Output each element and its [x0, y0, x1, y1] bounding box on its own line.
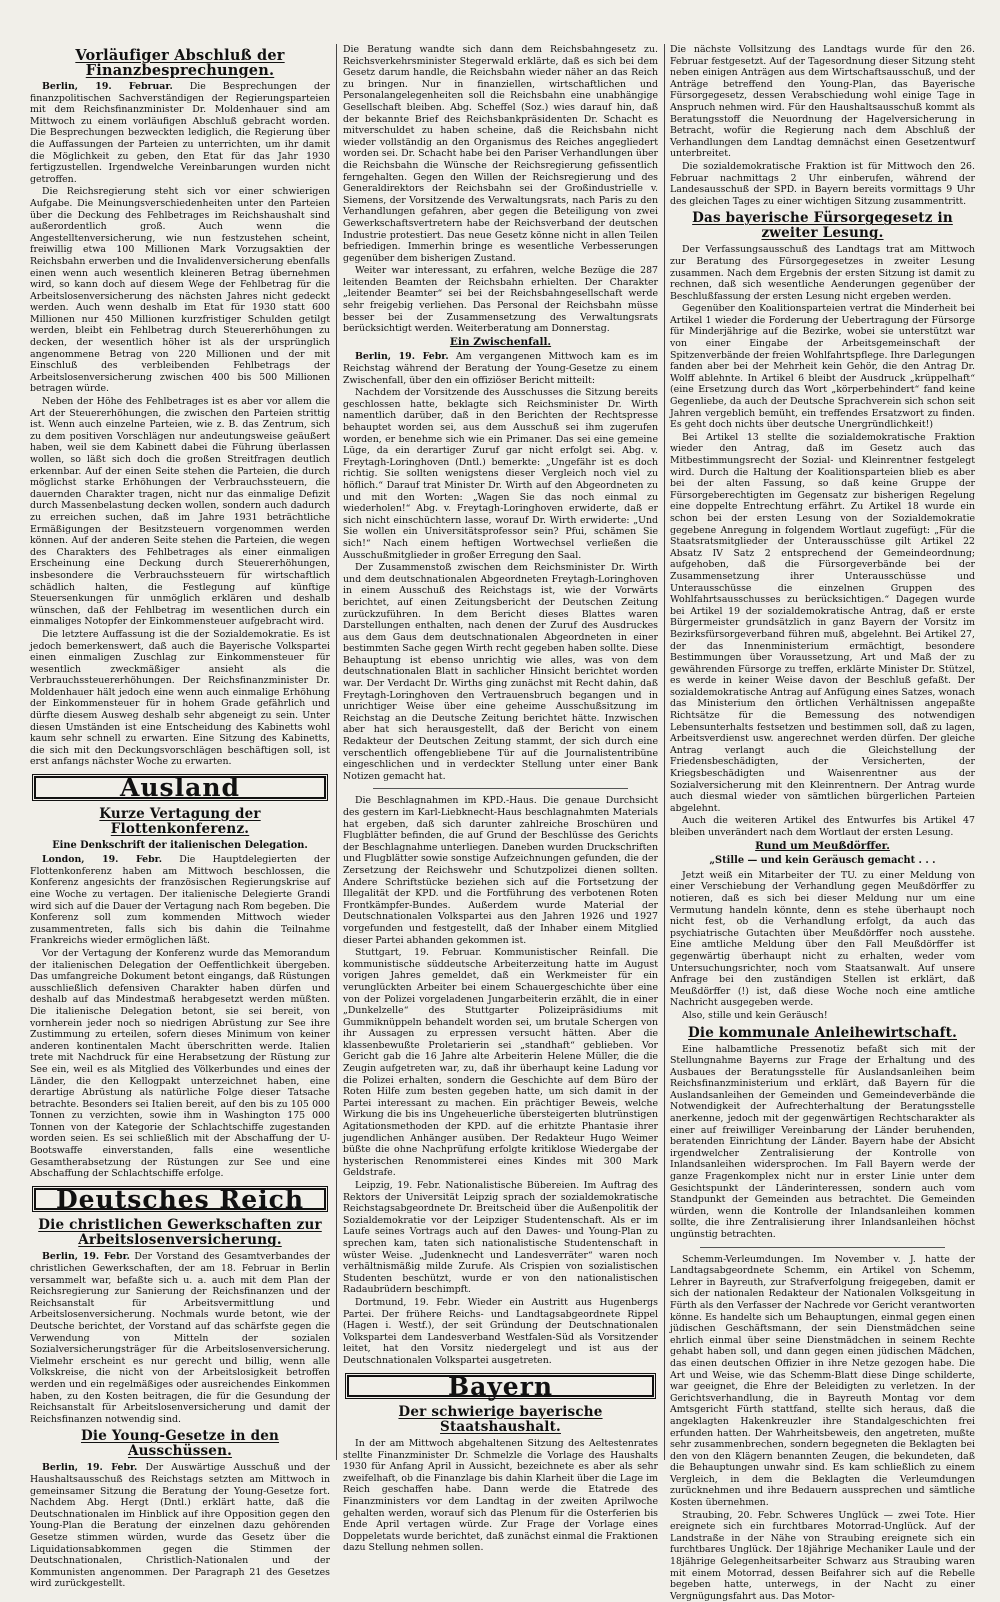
- paragraph: Die Beratung wandte sich dann dem Reichsbahngesetz zu. Reichsverkehrsminister Stegerwald erklärte, daß es sich bei dem Gesetz darum handle, die Reichsbahn wieder näher an das Reich zu bringen. Nur in finanziellen, wirtschaftlichen und Personalangelegenheiten soll die Reichsbahn eine unabhängige Gesellschaft bleiben. Abg. Scheffel (Soz.) wies darauf hin, daß der bekannte Brief des Reichsbankpräsidenten Dr. Schacht es mitverschuldet zu haben scheine, daß die Reichsbahn nicht wieder vollständig an den Organismus des Reiches angegliedert worden sei. Dr. Schacht habe bei den Pariser Verhandlungen über die Reichsbahn die Wünsche der Reichsregierung gefissentlich ferngehalten. Gegen den Willen der Reichsregierung und des Generaldirektors der Reichsbahn sei der Großindustrielle v. Siemens, der Vorsitzende des Verwaltungsrats, nach Paris zu den Verhandlungen gefahren, aber gegen die Beteiligung von zwei Gewerkschaftsvertretern habe der Reichsverband der deutschen Industrie protestiert. Das neue Gesetz könne nicht in allen Teilen befriedigen. Immerhin bringe es wesentliche Verbesserungen gegenüber dem bisherigen Zustand.: [343, 44, 658, 264]
- headline: Vorläufiger Abschluß der Finanzbesprechungen.: [75, 47, 285, 79]
- headline: Die kommunale Anleihewirtschaft.: [687, 1024, 957, 1041]
- column-3: [670, 44, 975, 1602]
- paragraph: Stuttgart, 19. Februar. Kommunistischer Reinfall. Die kommunistische süddeutsche Arbeiterzeitung hatte im August vorigen Jahres gemeldet, daß ein Werkmeister für ein verunglückten Arbeiter bei einem Schauergeschichte über eine von der Polizei vorgeladenen Jungarbeiterin erzählt, die in einer „Dunkelzelle“ des Stuttgarter Polizeipräsidiums mit Gummiknüppeln behandelt worden sei, um brutale Schergen von ihr Aussagen zu erpressen versucht hätten. Aber die klassenbewußte Proletarierin sei „standhaft“ geblieben. Vor Gericht gab die 16 Jahre alte Arbeiterin Helene Müller, die die Zeugin aufgetreten war, zu, daß ihr überhaupt keine Ladung vor die Polizei erhalten, sondern die Geschichte auf dem Büro der Roten Hilfe zum besten gegeben hatte, um sich damit in der Partei interessant zu machen. Ein prächtiger Beweis, welche Wirkung die bis ins Ungeheuerliche übersteigerten blutrünstigen Agitationsmethoden der KPD. auf die erhitzte Phantasie ihrer jugendlichen Anhänger ausüben. Der Redakteur Hugo Weimer büßte die ohne Nachprüfung erfolgte kritiklose Wiedergabe der hysterischen Renommisterei eines Kindes mit 300 Mark Geldstrafe.: [343, 947, 658, 1179]
- subheadline: „Stille — und kein Geräusch gemacht . . .: [709, 855, 936, 867]
- section-box-bayern: Bayern: [345, 1373, 656, 1400]
- article-text: [343, 351, 658, 386]
- headline: Ein Zwischenfall.: [449, 335, 552, 348]
- dateline: Berlin, 19. Febr.: [355, 351, 449, 363]
- paragraph: Neben der Höhe des Fehlbetrages ist es aber vor allem die Art der Steuererhöhungen, die zwischen den Parteien strittig ist. Wenn auch einzelne Parteien, wie z. B. das Zentrum, sich zu dem positiven Vorschlägen nur andeutungsweise geäußert haben, weil sie dem Kabinett dabei die Führung überlassen wollen, so läßt sich doch die großen Streitfragen deutlich erkennbar. Auf der einen Seite stehen die Parteien, die durch möglichst starke Erhöhungen der Verbrauchssteuern, die dauernden Charakter tragen, nicht nur das einmalige Defizit durch Massenbelastung decken wollen, sondern auch dadurch zu erreichen suchen, daß im Jahre 1931 beträchtliche Ermäßigungen der Besitzsteuern vorgenommen werden können. Auf der anderen Seite stehen die Parteien, die wegen des Charakters des Fehlbetrages als einer einmaligen Erscheinung eine Deckung durch Steuererhöhungen, insbesondere die Verbrauchssteuern für wirtschaftlich schädlich halten, die Festlegung auf künftige Steuersenkungen für unmöglich erklären und deshalb wünschen, daß der Fehlbetrag im wesentlichen durch ein einmaliges Notopfer der Einkommensteuer aufgebracht wird.: [30, 396, 330, 628]
- section-box-deutsches-reich: Deutsches Reich: [32, 1186, 328, 1213]
- paragraph: Der Verfassungsausschuß des Landtags trat am Mittwoch zur Beratung des Fürsorgegesetzes in zweiter Lesung zusammen. Nach dem Ergebnis der ersten Sitzung ist damit zu rechnen, daß sich wesentliche Aenderungen gegenüber der Beschlußfassung der ersten Lesung nicht ergeben werden.: [670, 244, 975, 302]
- divider: [373, 788, 628, 789]
- paragraph: Dortmund, 19. Febr. Wieder ein Austritt aus Hugenbergs Partei. Der frühere Reichs- und Landtagsabgeordnete Rippel (Hagen i. Westf.), der seit Gründung der Deutschnationalen Volkspartei dem Landesverband Westfalen-Süd als Vorsitzender leitet, hat den Vorsitz niedergelegt und ist aus der Deutschnationalen Volkspartei ausgetreten.: [343, 1296, 658, 1366]
- column-rule: [336, 44, 337, 1460]
- headline: Die Young-Gesetze in den Ausschüssen.: [80, 1428, 280, 1460]
- paragraph: Gegenüber den Koalitionsparteien vertrat die Minderheit bei Artikel 1 wieder die Forderung der Uebertragung der Fürsorge für Minderjährige auf die Bezirke, wobei sie unterstützt war von einer Eingabe der Arbeitsgemeinschaft der Spitzenverbände der freien Wohlfahrtspflege. Ihre Darlegungen fanden aber bei der Mehrheit kein Gehör, die den Antrag Dr. Wolff ablehnte. In Artikel 6 bleibt der Ausdruck „krüppelhaft“ (eine Ersetzung durch das Wort „körperbehindert“ fand keine Gegenliebe, da auch der Deutsche Sprachverein sich schon seit Jahren vergeblich bemüht, ein treffendes Ersatzwort zu finden. Es geht doch nichts über deutsche Unergründlichkeit!): [670, 303, 975, 431]
- paragraph: In der am Mittwoch abgehaltenen Sitzung des Aeltestenrates stellte Finanzminister Dr. Schmelzle die Vorlage des Haushalts 1930 für Anfang April in Aussicht, bezeichnete es aber als sehr zweifelhaft, ob die Finanzlage bis dahin Klarheit über die Lage im Reich geschaffen habe. Dann werde die Etatrede des Finanzministers vor dem Landtag in der zweiten Aprilwoche gehalten werden, worauf sich das Plenum für die Osterferien bis Ende April vertagen würde. Zur Frage der Vorlage eines Doppeletats wurde berichtet, daß zunächst einmal die Fraktionen dazu Stellung nehmen sollen.: [343, 1438, 658, 1554]
- column-1: [30, 44, 331, 1590]
- dateline: Berlin, 19. Febr.: [42, 1462, 138, 1474]
- article-text: [30, 1462, 330, 1590]
- article-text: [30, 854, 330, 947]
- paragraph: Der Auswärtige Ausschuß und der Haushaltsausschuß des Reichstags setzten am Mittwoch in gemeinsamer Sitzung die Beratung der Young-Gesetze fort. Nachdem Abg. Hergt (Dntl.) erklärt hatte, daß die Deutschnationalen im Hinblick auf ihre Opposition gegen den Young-Plan die Beratung der einzelnen dazu gehörenden Gesetze stimmen würden, wurde das Gesetz über die Liquidationsabkommen gegen die Stimmen der Deutschnationalen, Christlich-Nationalen und der Kommunisten angenommen. Der Paragraph 21 des Gesetzes wird zurückgestellt.: [30, 1462, 331, 1590]
- paragraph: Eine halbamtliche Pressenotiz befaßt sich mit der Stellungnahme Bayerns zur Frage der Erhaltung und des Ausbaues der Beratungsstelle für Auslandsanleihen beim Reichsfinanzministerium und erklärt, daß Bayern für die Auslandsanleihen der Gemeinden und Gemeindeverbände die Notwendigkeit der Aufrechterhaltung der Beratungsstelle anerkenne, jedoch mit der gegenwärtigen Rechtscharakter als einer auf freiwilliger Vereinbarung der Länder beruhenden, beratenden Einrichtung der Länder. Bayern habe der Absicht irgendwelcher Zentralisierung der Kontrolle von Inlandsanleihen widersprochen. Im Fall Bayern werde der ganze Fragenkomplex nicht nur in erster Linie unter dem Gesichtspunkt der Länderinteressen, sondern auch vom Standpunkt der Gemeinden aus betrachtet. Die Gemeinden würden, wenn die Kontrolle der Inlandsanleihen kommen sollte, die ihre Zentralisierung ihrer Inlandsanleihen höchst ungünstig betrachten.: [670, 1043, 975, 1240]
- paragraph: Die Hauptdelegierten der Flottenkonferenz haben am Mittwoch beschlossen, die Konferenz angesichts der französischen Regierungskrise auf eine Woche zu vertagen. Der italienische Delegierte Grandi wird sich auf die Dauer der Vertagung nach Rom begeben. Die Konferenz soll zum kommenden Mittwoch wieder zusammentreten, falls sich bis dahin die Teilnahme Frankreichs wieder ermöglichen läßt.: [30, 854, 331, 947]
- headline: Rund um Meußdörffer.: [755, 839, 890, 852]
- paragraph: Vor der Vertagung der Konferenz wurde das Memorandum der italienischen Delegation der Oeffentlichkeit übergeben. Das umfangreiche Dokument betont eingangs, daß Rüstungen ausschließlich defensiven Charakter haben dürfen und deshalb auf das Mindestmaß herabgesetzt werden müßten. Die italienische Delegation betont, sie sei bereit, von vornherein jeder noch so niedrigen Abrüstung zur See ihre Zustimmung zu erteilen, sofern dieses Minimum von keiner anderen kontinentalen Macht überschritten werde. Italien trete mit Nachdruck für eine Herabsetzung der Rüstung zur See ein, weil es als Mitglied des Völkerbundes und eines der Länder, die den Kellogpakt unterzeichnet haben, eine derartige Abrüstung als natürliche Folge dieser Tatsache betrachte. Besonders sei Italien bereit, auf den bis zu 105 000 Tonnen zu verzichten, sowie ihm in Washington 175 000 Tonnen von der Kategorie der Schlachtschiffe zugestanden worden seien. Es sei schließlich mit der Abschaffung der U-Bootswaffe einverstanden, falls eine wesentliche Gesamtherabsetzung der Rüstungen zur See und eine Abschaffung der Schlachtschiffe erfolge.: [30, 947, 330, 1180]
- paragraph: Bei Artikel 13 stellte die sozialdemokratische Fraktion wieder den Antrag, daß im Gesetz auch das Mitbestimmungsrecht der Sozial- und Kleinrentner festgelegt wird. Durch die Haltung der Koalitionsparteien blieb es aber bei der alten Fassung, so daß keine Gruppe der Fürsorgeberechtigten im Gegensatz zur bisherigen Regelung eine doppelte Entrechtung erfährt. Zu Artikel 18 wurde ein schon bei der ersten Lesung von der Sozialdemokratie gegebene Anregung in folgendem Wortlaut zugefügt: „Für die Staatsratsmitglieder der Unterausschüsse gilt Artikel 22 Absatz IV Satz 2 entsprechend der Gemeindeordnung; aufgehoben, daß die Fürsorgeverbände bei der Zusammensetzung ihrer Unterausschüsse und Unterausschüsse die einzelnen Gruppen des Wohlfahrtsausschusses zu berücksichtigen.“ Dagegen wurde bei Artikel 19 der sozialdemokratische Antrag, daß er erste Bürgermeister grundsätzlich in ganz Bayern der Vorsitz im Bezirksfürsorgeverband führen muß, abgelehnt. Bei Artikel 27, der das Innenministerium ermächtigt, besondere Bestimmungen über Voraussetzung, Art und Maß der zu gewährenden Fürsorge zu treffen, erklärte Minister Dr. Stützel, es werde in keiner Weise davon der Beschluß gefaßt. Der sozialdemokratische Antrag auf Anfügung eines Satzes, wonach das Ministerium den örtlichen Verhältnissen angepaßte Richtsätze für die Bemessung des notwendigen Lebensunterhalts festsetzen und bestimmen soll, daß zu lagen, Arbeitsverdienst usw. angerechnet werden dürfen. Der gleiche Antrag verlangt auch die Gleichstellung der Friedensbeschädigten, der Versicherten, der Kriegsbeschädigten und Waisenrentner aus der Sozialversicherung mit den Kleinrentnern. Der Antrag wurde auch diesmal wieder von sämtlichen bürgerlichen Parteien abgelehnt.: [670, 431, 975, 814]
- dateline: London, 19. Febr.: [42, 854, 162, 866]
- paragraph: Jetzt weiß ein Mitarbeiter der TU. zu einer Meldung von einer Verschiebung der Verhandlung gegen Meußdörffer zu notieren, daß es sich bei dieser Meldung nur um eine Vermutung handeln könnte, denn es stehe überhaupt noch nicht fest, ob die Verhandlung erfolgt, da auch das psychiatrische Gutachten über Meußdörffer noch ausstehe. Eine amtliche Meldung über den Fall Meußdörffer ist gegenwärtig überhaupt nicht zu erhalten, weder vom Untersuchungsrichter, noch vom Staatsanwalt. Auf unsere Anfrage bei den zuständigen Stellen ist erklärt, daß Meußdörffer (!) ist, daß diese Woche noch eine amtliche Nachricht ausgegeben werde.: [670, 869, 975, 1009]
- column-2: [343, 44, 659, 1554]
- paragraph: Die letztere Auffassung ist die der Sozialdemokratie. Es ist jedoch bemerkenswert, daß auch die Bayerische Volkspartei einen einmaligen Zuschlag zur Einkommensteuer für wesentlich zweckmäßiger ansieht als die Verbrauchssteuererhöhungen. Der Reichsfinanzminister Dr. Moldenhauer hält jedoch eine wenn auch einmalige Erhöhung der Einkommensteuer für in hohem Grade gefährlich und dürfte diesem Ausweg deshalb sehr abgeneigt zu sein. Unter diesen Umständen ist eine Entscheidung des Kabinetts wohl kaum sehr schnell zu erwarten. Eine Sitzung des Kabinetts, die sich mit den Deckungsvorschlägen beschäftigen soll, ist erst anfangs nächster Woche zu erwarten.: [30, 628, 330, 768]
- section-box-ausland: Ausland: [32, 774, 328, 801]
- paragraph: Straubing, 20. Febr. Schweres Unglück — zwei Tote. Hier ereignete sich ein furchtbares Motorrad-Unglück. Auf der Landstraße in der Nähe von Straubing ereignete sich ein furchtbares Unglück. Der 18jährige Mechaniker Laule und der 18jährige Gelegenheitsarbeiter Schwarz aus Straubing waren mit einem Motorrad, dessen Beifahrer sich auf die Rebelle begeben hatte, unterwegs, in der Nacht zu einer Vergnügungsfahrt aus. Das Motor-: [670, 1509, 975, 1602]
- article-text: [30, 1251, 330, 1425]
- paragraph: Schemm-Verleumdungen. Im November v. J. hatte der Landtagsabgeordnete Schemm, ein Artikel von Schemm, Lehrer in Bayreuth, zur Strafverfolgung freigegeben, damit er sich der nationalen Redakteur der Nationalen Volksgeitung in Fürth als den Verfasser der Nachrede vor Gericht verantworten könne. Es handelte sich um Behauptungen, einmal gegen einen jüdischen Geschäftsmann, der sein Dienstmädchen seine ehrlich einmal über seine Dienstmädchen in seinem Rechte gehabt haben soll, und dann gegen einen jüdischen Mädchen, das einen deutschen Offizier in ihre Netze gezogen habe. Die Art und Weise, wie das Schemm-Blatt diese Dinge schilderte, war geeignet, die Ehre der Beleidigten zu verletzen. In der Gerichtsverhandlung, die in Bayreuth Montag vor dem Amtsgericht Fürth stattfand, stellte sich heraus, daß die angeklagten Hakenkreuzler ihre Standalgeschichten frei erfunden hatten. Der Wahrheitsbeweis, den angetreten, mußte sehr zusammenbrechen, sondern begegneten die Beklagten bei den von den Klägern benannten Zeugen, die bekundeten, daß die Behauptungen unwahr sind. Es kam schließlich zu einem Vergleich, in dem die Beklagten die Verleumdungen zurücknehmen und ihre Bedauern aussprechen und sämtliche Kosten übernehmen.: [670, 1253, 975, 1509]
- paragraph: Die Beschlagnahmen im KPD.-Haus. Die genaue Durchsicht des gestern im Karl-Liebknecht-Haus beschlagnahmten Materials hat ergeben, daß sich darunter zahlreiche Broschüren und Flugblätter befinden, die auf Grund der Beschlüsse des Gerichts der Beschlagnahme unterliegen. Daneben wurden Druckschriften und Flugblätter sowie sonstige Aufzeichnungen gefunden, die der Zersetzung der Reichswehr und Schutzpolizei dienen sollten. Andere Schriftstücke beziehen sich auf die Fortsetzung der Illegalität der KPD. und die Fortführung des verbotenen Roten Frontkämpfer-Bundes. Außerdem wurde Material der Deutschnationalen Volkspartei aus den Jahren 1926 und 1927 vorgefunden und festgestellt, daß der Inhaber einem Mitglied dieser Partei abhanden gekommen ist.: [343, 795, 658, 946]
- headline: Der schwierige bayerische Staatshaushalt.: [398, 1404, 603, 1436]
- paragraph: Also, stille und kein Geräusch!: [682, 1009, 828, 1021]
- column-rule: [664, 44, 665, 1460]
- headline: Die christlichen Gewerkschaften zur Arbeitslosenversicherung.: [38, 1217, 322, 1249]
- headline: Das bayerische Fürsorgegesetz in zweiter Lesung.: [692, 210, 953, 242]
- headline: Kurze Vertagung der Flottenkonferenz.: [99, 805, 261, 837]
- divider: [700, 1247, 945, 1248]
- paragraph: Die nächste Vollsitzung des Landtags wurde für den 26. Februar festgesetzt. Auf der Tagesordnung dieser Sitzung steht neben einigen Anträgen aus dem Wirtschaftsausschuß, und der Anträge betreffend den Young-Plan, das Bayerische Fürsorgegesetz, dessen Verabschiedung wohl einige Tage in Anspruch nehmen wird. Für den Haushaltsausschuß kommt als Beratungsstoff die Neuordnung der Hagelversicherung in Betracht, wofür die Regierung nach dem Abschluß der Verhandlungen dem Landtag demnächst einen Gesetzentwurf unterbreitet.: [670, 44, 975, 160]
- paragraph: Auch die weiteren Artikel des Entwurfes bis Artikel 47 bleiben unverändert nach dem Wortlaut der ersten Lesung.: [670, 815, 975, 838]
- paragraph: Leipzig, 19. Febr. Nationalistische Bübereien. Im Auftrag des Rektors der Universität Leipzig sprach der sozialdemokratische Reichstagsabgeordnete Dr. Breitscheid über die Außenpolitik der Sozialdemokratie vor der Leipziger Studentenschaft. Als er im Laufe seines Vortrags auch auf den Dawes- und Young-Plan zu sprechen kam, taten sich nationalistische Studentenschaft in wüster Weise. „Judenknecht und Landesverräter“ waren noch verhältnismäßig milde Zurufe. Als Crispien von sozialistischen Studenten beschützt, wurde er von den nationalistischen Radaubrüdern beschimpft.: [343, 1180, 658, 1296]
- paragraph: Die Reichsregierung steht sich vor einer schwierigen Aufgabe. Die Meinungsverschiedenheiten unter den Parteien über die Deckung des Fehlbetrages im Reichshaushalt sind außerordentlich groß. Auch wenn die Angestelltenversicherung, wie nun festzustehen scheint, freiwillig etwa 100 Millionen Mark Vorzugsaktien der Reichsbahn erwerben und die Invalidenversicherung ebenfalls einen wenn auch wesentlich kleineren Betrag übernehmen wird, so kann doch auf diesem Wege der Fehlbetrag für die Arbeitslosenversicherung des nächsten Jahres nicht gedeckt werden. Auch wenn deshalb im Etat für 1930 statt 600 Millionen nur 450 Millionen kurzfristiger Schulden getilgt werden, bleibt ein Fehlbetrag durch Steuererhöhungen zu decken, der wesentlich höher ist als der ursprünglich angenommene Betrag von 220 Millionen und der mit Einschluß des verbleibenden Fehlbetrags der Arbeitslosenversicherung zwischen 400 bis 500 Millionen betragen würde.: [30, 186, 330, 395]
- paragraph: Weiter war interessant, zu erfahren, welche Bezüge die 287 leitenden Beamten der Reichsbahn erhielten. Der Charakter „leitender Beamter“ sei bei der Reichsbahngesellschaft werde sehr freigebig verliehen. Das Personal der Reichsbahn müsse besser bei der Zusammensetzung des Verwaltungsrats berücksichtigt werden. Weiterberatung am Donnerstag.: [343, 265, 658, 335]
- paragraph: Der Vorstand des Gesamtverbandes der christlichen Gewerkschaften, der am 18. Februar in Berlin versammelt war, befaßte sich u. a. auch mit dem Plan der Reichsregierung zur Sanierung der Reichsfinanzen und der Reichsanstalt für Arbeitsvermittlung und Arbeitslosenversicherung. Nochmals wurde betont, wie der Deutsche berichtet, der Vorstand auf das schärfste gegen die Verwendung von Mitteln der sozialen Sozialversicherungsträger für die Arbeitslosenversicherung. Vielmehr erscheint es nur gerecht und billig, wenn alle Volkskreise, die nicht von der Arbeitslosigkeit betroffen werden und ein regelmäßiges oder ausreichendes Einkommen haben, zu den Kosten beitragen, die für die Gesundung der Reichsanstalt für Arbeitslosenversicherung und damit der Reichsfinanzen notwendig sind.: [30, 1251, 331, 1425]
- paragraph: Am vergangenen Mittwoch kam es im Reichstag während der Beratung der Young-Gesetze zu einem Zwischenfall, über den ein offiziöser Bericht mitteilt:: [343, 351, 659, 386]
- article-text: [30, 81, 330, 185]
- paragraph: Der Zusammenstoß zwischen dem Reichsminister Dr. Wirth und dem deutschnationalen Abgeordneten Freytagh-Loringhoven in einem Ausschuß des Reichstags ist, wie der Vorwärts berichtet, auf einen Zeitungsbericht der Deutschen Zeitung zurückzuführen. In dem Bericht dieses Blattes waren Darstellungen enthalten, nach denen der Zuruf des Ausdruckes aus dem Gaus dem deutschnationalen Abgeordneten in einer bestimmten Sache gegen Wirth recht gegeben haben sollte. Diese Behauptung ist ebenso unrichtig wie alles, was von dem deutschnationalen Blatt in sachlicher Hinsicht berichtet worden war. Der Verdacht Dr. Wirths ging zunächst mit Recht dahin, daß Freytagh-Loringhoven den Vertrauensbruch begangen und in unrichtiger Weise über eine geheime Ausschußsitzung im Reichstag an die Deutsche Zeitung berichtet hätte. Inzwischen aber hat sich herausgestellt, daß der Bericht von einem Redakteur der Deutschen Zeitung stammt, der sich durch eine verschentlich offengebliebene Tür auf die Journalistentribüne eingeschlichen und in verdeckter Stellung unter einer Bank Notizen gemacht hat.: [343, 562, 658, 782]
- paragraph: Nachdem der Vorsitzende des Ausschusses die Sitzung bereits geschlossen hatte, beklagte sich Reichsminister Dr. Wirth namentlich darüber, daß in den Berichten der Rechtspresse behauptet worden sei, aus dem Ausschuß sei ihm zugerufen worden, er benehme sich wie ein Primaner. Das sei eine gemeine Lüge, da ein derartiger Zuruf gar nicht erfolgt sei. Abg. v. Freytagh-Loringhoven (Dntl.) bemerkte: „Ungefähr ist es doch richtig. Sie sollten wenigstens dieser Vergleich noch viel zu höflich.“ Darauf trat Minister Dr. Wirth auf den Abgeordneten zu und mit den Worten: „Wagen Sie das noch einmal zu wiederholen!“ Abg. v. Freytagh-Loringhoven erwiderte, daß er sich nicht einschüchtern lasse, worauf Dr. Wirth erwiderte: „Und Sie wollen ein Universitätsprofessor sein? Pfui, schämen Sie sich!“ Nach einem heftigen Wortwechsel verließen die Ausschußmitglieder in großer Erregung den Saal.: [343, 387, 658, 561]
- paragraph: Die Besprechungen der finanzpolitischen Sachverständigen der Regierungsparteien mit dem Reichsfinanzminister Dr. Moldenhauer sind am Mittwoch zu einem vorläufigen Abschluß gebracht worden. Die Besprechungen bezweckten lediglich, die Regierung über die Auffassungen der Parteien zu unterrichten, um ihr damit die Möglichkeit zu geben, den Etat für das Jahr 1930 fertigzustellen. Irgendwelche Vereinbarungen wurden nicht getroffen.: [30, 81, 330, 185]
- subheadline: Eine Denkschrift der italienischen Delegation.: [52, 839, 308, 851]
- dateline: Berlin, 19. Febr.: [42, 1251, 130, 1263]
- paragraph: Die sozialdemokratische Fraktion ist für Mittwoch den 26. Februar nachmittags 2 Uhr einberufen, während der Landesausschuß der SPD. in Bayern bereits vormittags 9 Uhr des gleichen Tages zu einer wichtigen Sitzung zusammentritt.: [670, 160, 975, 207]
- dateline: Berlin, 19. Februar.: [42, 81, 173, 92]
